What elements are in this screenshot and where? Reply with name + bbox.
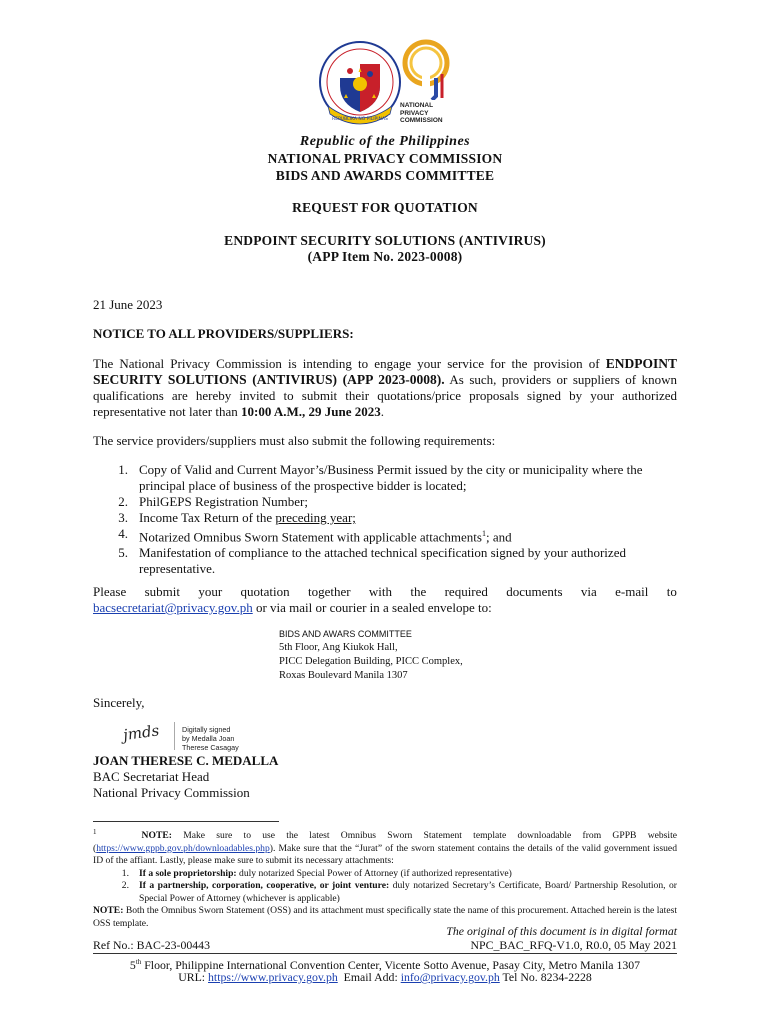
submit-word: quotation (240, 584, 290, 599)
submit-word: Please (93, 584, 127, 599)
notice-heading: NOTICE TO ALL PROVIDERS/SUPPLIERS: (93, 326, 354, 341)
requirement-2: PhilGEPS Registration Number; (139, 494, 308, 509)
submit-line-2 (93, 600, 677, 616)
philippine-seal-logo (318, 38, 402, 130)
intro-paragraph (93, 356, 677, 420)
submit-line-1 (93, 584, 677, 600)
footnote-item-2-bold: If a partnership, corporation, cooperative, or joint venture: (139, 880, 390, 892)
signatory-title: BAC Secretariat Head (93, 769, 210, 784)
footer-address-text: Floor, Philippine International Convention Center, Vicente Sotto Avenue, Pasay City, Metro Manila 1307 (141, 957, 641, 972)
submit-line-2-text: or via mail or courier in a sealed envelope to: (252, 600, 492, 615)
submit-word: your (198, 584, 223, 599)
list-item: 4. Notarized Omnibus Sworn Statement with applicable attachments$^1$; and (118, 526, 512, 545)
original-format-note: The original of this document is in digital format (446, 924, 677, 938)
requirement-3-underlined: preceding year; (275, 510, 356, 525)
footnote-note-2-label: NOTE: (93, 905, 124, 917)
footer-contacts (0, 970, 770, 984)
seal-ribbon-text: REPUBLIKA NG PILIPINAS (332, 117, 388, 122)
sig-note-line-1: Digitally signed (182, 725, 231, 734)
committee-name: BIDS AND AWARDS COMMITTEE (275, 168, 495, 183)
submit-word: submit (144, 584, 180, 599)
footnote-ref-1[interactable]: 1 (481, 529, 486, 538)
list-item: 3. Income Tax Return of the preceding year; (118, 510, 356, 525)
requirements-intro: The service providers/suppliers must also submit the following requirements: (93, 433, 496, 448)
footnote-note-label: NOTE: (141, 830, 172, 842)
email-label: Email Add: (337, 970, 401, 984)
intro-text-3: . (380, 404, 384, 419)
npc-info-email-link[interactable]: info@privacy.gov.ph (400, 970, 500, 984)
footnote-item (101, 868, 677, 881)
sig-note-line-3: Therese Casagay (182, 743, 239, 752)
address-line-3: PICC Delegation Building, PICC Complex, (279, 656, 463, 667)
footnote-item-2-text: duly notarized Secretary’s Certificate, Board/ Partnership Resolution, or Special Power of Attorney (whichever is applicable) (139, 880, 677, 904)
submit-word: required (444, 584, 488, 599)
requirement-1: Copy of Valid and Current Mayor’s/Business Permit issued by the city or municipality where the principal place of business of the prospective bidder is located; (139, 462, 643, 493)
npc-logo-line-3: COMMISSION (400, 117, 443, 124)
npc-logo-line-1: NATIONAL (400, 102, 434, 109)
mailing-address (279, 627, 463, 683)
intro-text-1: The National Privacy Commission is intending to engage your service for the provision of (93, 356, 600, 371)
submit-word: to (666, 584, 677, 599)
footnote-item-number: 2. (121, 880, 129, 892)
signatory-org: National Privacy Commission (93, 785, 250, 800)
submit-word: the (410, 584, 427, 599)
app-item-number: (APP Item No. 2023-0008) (307, 249, 463, 264)
requirement-3: Income Tax Return of the (139, 510, 276, 525)
agency-name: NATIONAL PRIVACY COMMISSION (267, 151, 503, 166)
requirement-4: Notarized Omnibus Sworn Statement with applicable attachments (139, 529, 482, 545)
requirement-5: Manifestation of compliance to the attached technical specification signed by your authorized representative. (139, 545, 626, 577)
digital-signature-note (182, 725, 239, 752)
footnote-note-2-text: Both the Omnibus Sworn Statement (OSS) and its attachment must specifically state the name of this procurement. Attached herein is the latest OSS template. (93, 905, 677, 929)
gppb-download-link[interactable]: https://www.gppb.gov.ph/downloadables.php (96, 842, 270, 854)
list-item: 2. PhilGEPS Registration Number; (93, 494, 677, 510)
telephone-number: Tel No. 8234-2228 (499, 970, 592, 984)
intro-project-bold: ENDPOINT SECURITY SOLUTIONS (ANTIVIRUS) (APP 2023-0008). (93, 356, 678, 387)
signature-divider (174, 722, 177, 750)
form-code: NPC_BAC_RFQ-V1.0, R0.0, 05 May 2021 (470, 938, 677, 952)
footer-address-floor: 5 (129, 957, 136, 972)
address-line-2: 5th Floor, Ang Kiukok Hall, (279, 642, 398, 653)
footnote-divider (93, 821, 279, 822)
list-item: 1. Copy of Valid and Current Mayor’s/Business Permit issued by the city or municipality where the principal place of business of the prospective bidder is located; (93, 462, 677, 494)
submit-word: via (580, 584, 597, 599)
reference-number: Ref No.: BAC-23-00443 (93, 938, 210, 952)
requirements-list (93, 462, 677, 577)
handwritten-signature: jmds (121, 721, 161, 745)
closing: Sincerely, (93, 695, 145, 710)
intro-text-2: As such, providers or suppliers of known qualifications are hereby invited to submit their quotations/price proposals signed by your authorized representative not later than (93, 372, 677, 419)
footnote (93, 826, 677, 930)
footer-address-sup: th (135, 958, 142, 966)
npc-logo-line-2: PRIVACY (400, 109, 429, 117)
submit-word: documents (506, 584, 563, 599)
footnote-item-1-bold: If a sole proprietorship: (139, 867, 237, 879)
submission-deadline: 10:00 A.M., 29 June 2023 (241, 404, 381, 419)
sig-note-line-2: by Medalla Joan (182, 734, 235, 743)
footnote-number: 1 (93, 828, 97, 836)
list-item: 5. Manifestation of compliance to the attached technical specification signed by your authorized representative. (93, 545, 677, 577)
footnote-text-2: ). Make sure that the “Jurat” of the sworn statement contains the details of the valid government issued ID of the affiant. Lastly, please make sure to submit its necessary attachments: (93, 842, 677, 867)
address-line-4: Roxas Boulevard Manila 1307 (279, 670, 408, 681)
address-line-1: BIDS AND AWARS COMMITTEE (279, 629, 412, 639)
footnote-item-1-text: duly notarized Special Power of Attorney (if authorized representative) (236, 867, 512, 879)
footnote-text-1: Make sure to use the latest Omnibus Sworn Statement template downloadable from GPPB website ( (93, 830, 677, 854)
signatory-name: JOAN THERESE C. MEDALLA (93, 753, 279, 768)
bac-email-link[interactable]: bacsecretariat@privacy.gov.ph (93, 600, 253, 615)
republic-line: Republic of the Philippines (299, 134, 471, 149)
npc-website-link[interactable]: https://www.privacy.gov.ph (208, 970, 338, 984)
npc-logo (398, 38, 454, 132)
footnote-item (101, 880, 677, 905)
submit-word: together (307, 584, 351, 599)
project-title: ENDPOINT SECURITY SOLUTIONS (ANTIVIRUS) (224, 233, 546, 248)
url-label: URL: (178, 970, 209, 984)
submit-word: with (368, 584, 393, 599)
footer-divider (93, 953, 677, 954)
requirement-4-tail: ; and (485, 529, 512, 545)
submit-word: e-mail (615, 584, 649, 599)
document-title: REQUEST FOR QUOTATION (292, 200, 478, 215)
document-date: 21 June 2023 (93, 297, 163, 312)
footnote-item-number: 1. (121, 867, 129, 879)
